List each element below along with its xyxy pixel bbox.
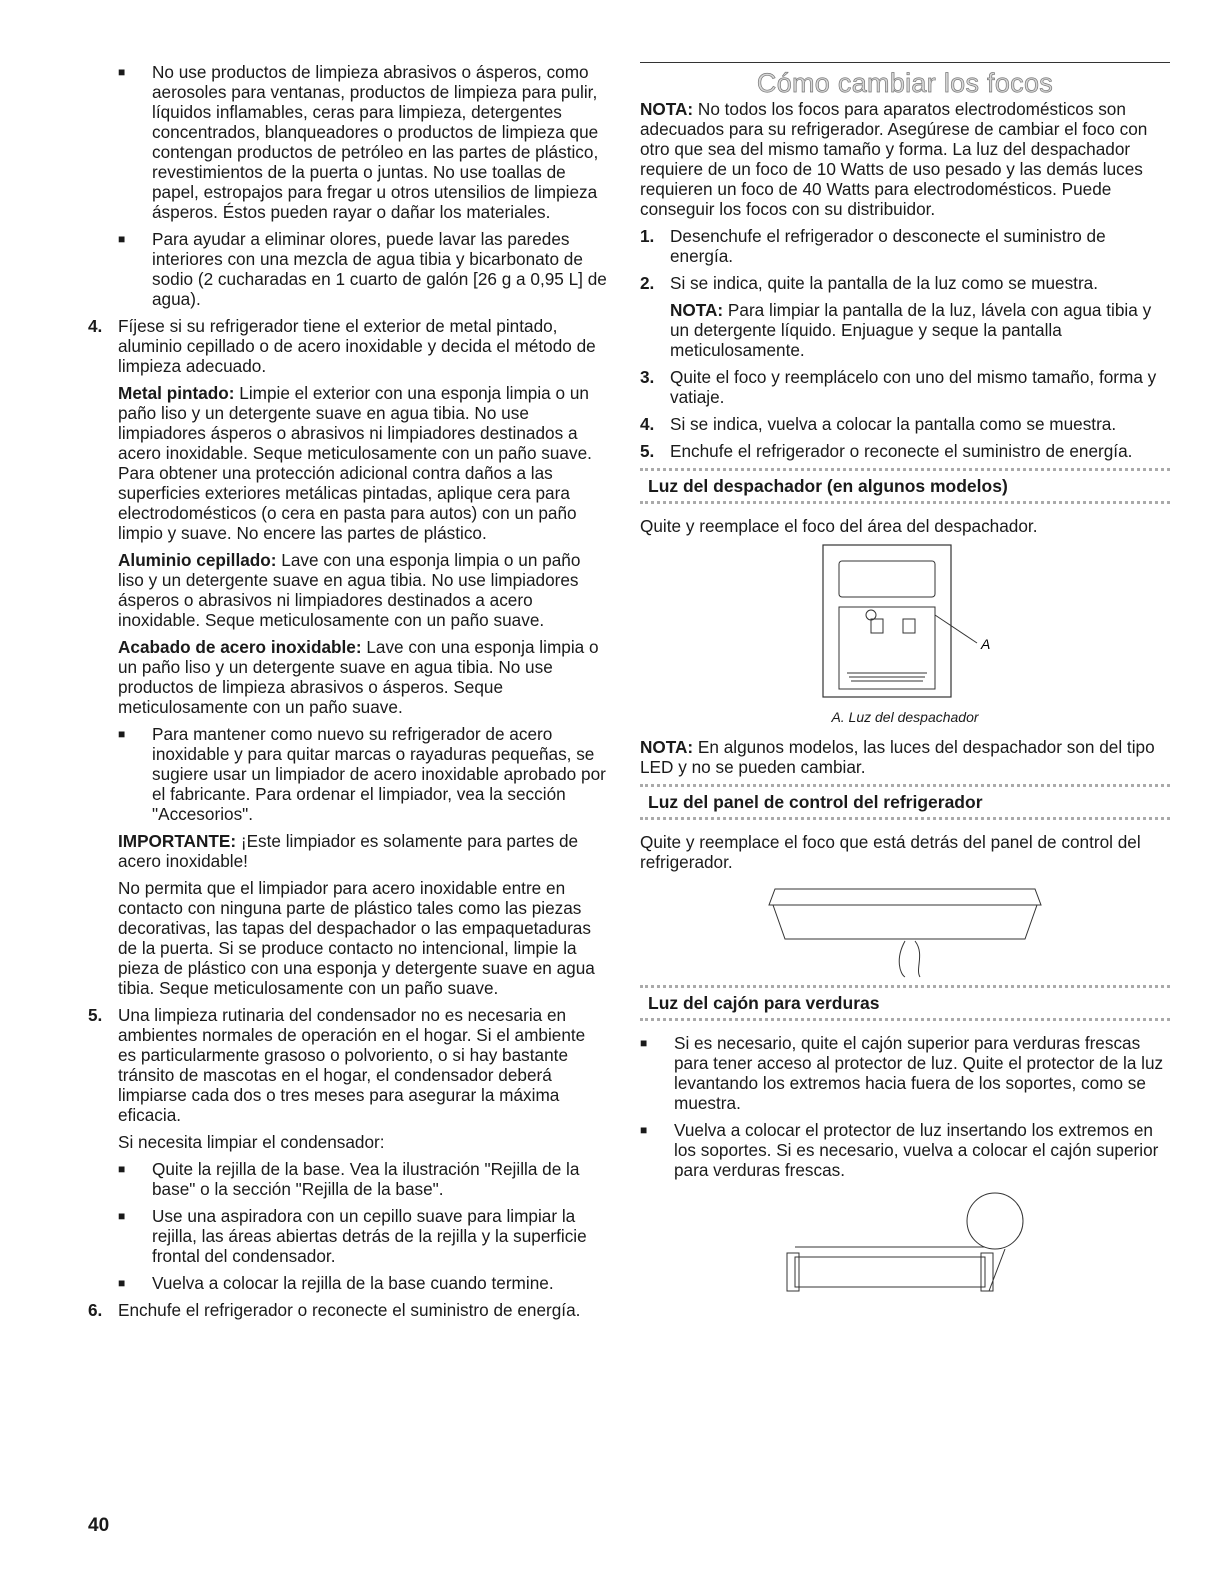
bullet-item: ■ Vuelva a colocar la rejilla de la base cuando termine. [118, 1273, 608, 1293]
bullet-item: ■ Vuelva a colocar el protector de luz insertando los extremos en los soportes. Si es necesario, vuelva a colocar el cajón superior para verduras frescas. [640, 1120, 1170, 1180]
paragraph: Si necesita limpiar el condensador: [118, 1132, 385, 1152]
subsection-heading: Luz del despachador (en algunos modelos) [640, 468, 1170, 504]
text: ¡Este limpiador es solamente para partes de acero inoxidable! [118, 831, 579, 871]
step-text: Enchufe el refrigerador o reconecte el suministro de energía. [118, 1300, 581, 1320]
crisper-light-illustration [775, 1187, 1035, 1307]
step-number: 4. [640, 414, 655, 434]
important-paragraph [118, 831, 608, 871]
text: No todos los focos para aparatos electrodomésticos son adecuados para su refrigerador. Asegúrese de cambiar el foco con otro que sea del mismo tamaño y forma. La luz del despachador requiere de un foco de 10 Watts de uso pesado y las demás luces requieren un foco de 40 Watts para electrodomésticos. Puede conseguir los focos con su distribuidor. [640, 99, 1148, 219]
step-number: 2. [640, 273, 655, 293]
step-5 [640, 441, 1170, 461]
step-number: 1. [640, 226, 655, 246]
stainless-paragraph [118, 637, 608, 717]
dispenser-illustration [805, 543, 1005, 703]
step-text: Si se indica, vuelva a colocar la pantalla como se muestra. [670, 414, 1117, 434]
step-6 [88, 1300, 608, 1320]
step-text: Una limpieza rutinaria del condensador no es necesaria en ambientes normales de operación en el hogar. Si el ambiente es particularmente grasoso o polvoriento, o si hay bastante tránsito de mascotas en el hogar, el condensador deberá limpiarse cada dos o tres meses para asegurar la máxima eficacia. [118, 1005, 586, 1125]
bullet-item: ■ Use una aspiradora con un cepillo suave para limpiar la rejilla, las áreas abiertas detrás de la rejilla y la superficie frontal del condensador. [118, 1206, 608, 1266]
left-column [88, 62, 608, 1327]
label: Acabado de acero inoxidable: [118, 637, 362, 657]
label: Metal pintado: [118, 383, 235, 403]
bullet-item: ■ Quite la rejilla de la base. Vea la ilustración "Rejilla de la base" o la sección "Rejilla de la base". [118, 1159, 608, 1199]
paragraph: No permita que el limpiador para acero inoxidable entre en contacto con ninguna parte de plástico tales como las piezas decorativas, las tapas del despachador o las empaquetaduras de la puerta. Si se produce contacto no intencional, limpie la pieza de plástico con una esponja y detergente suave en agua tibia. Seque meticulosamente con un paño suave. [118, 878, 595, 998]
step-number: 5. [640, 441, 655, 461]
step-text: Quite el foco y reemplácelo con uno del mismo tamaño, forma y vatiaje. [670, 367, 1157, 407]
text: Lave con una esponja limpia o un paño liso y un detergente suave en agua tibia. No use limpiadores ásperos o abrasivos ni limpiadores destinados a acero inoxidable. Seque meticulosamente con un paño suave. [118, 550, 581, 630]
note-paragraph [640, 99, 1170, 219]
step-5 [88, 1005, 608, 1293]
step-text: Fíjese si su refrigerador tiene el exterior de metal pintado, aluminio cepillado o de acero inoxidable y decida el método de limpieza adecuado. [118, 316, 596, 376]
brushed-aluminum-paragraph [118, 550, 608, 630]
subsection-heading: Luz del panel de control del refrigerador [640, 784, 1170, 820]
right-column [640, 62, 1170, 1307]
paragraph: Quite y reemplace el foco que está detrás del panel de control del refrigerador. [640, 832, 1141, 872]
note-paragraph [670, 300, 1170, 360]
step-4 [88, 316, 608, 998]
label: NOTA: [670, 300, 724, 320]
step-number: 6. [88, 1300, 103, 1320]
step-number: 5. [88, 1005, 103, 1025]
step-text: Si se indica, quite la pantalla de la luz como se muestra. [670, 273, 1099, 293]
section-rule [640, 62, 1170, 63]
step-2 [640, 273, 1170, 360]
text: Para limpiar la pantalla de la luz, lávela con agua tibia y un detergente líquido. Enjuague y seque la pantalla meticulosamente. [670, 300, 1152, 360]
section-title: Cómo cambiar los focos [756, 68, 1054, 98]
label: IMPORTANTE: [118, 831, 237, 851]
step-number: 4. [88, 316, 103, 336]
bullet-item: ■ No use productos de limpieza abrasivos o ásperos, como aerosoles para ventanas, productos de limpieza para pulir, líquidos inflamables, ceras para limpieza, detergentes concentrados, blanqueadores o productos de limpieza que contengan productos de petróleo en las partes de plástico, revestimientos de la puerta o juntas. No use toallas de papel, estropajos para fregar u otros utensilios de limpieza ásperos. Éstos pueden rayar o dañar los materiales. [118, 62, 608, 222]
text: En algunos modelos, las luces del despachador son del tipo LED y no se pueden cambiar. [640, 737, 1155, 777]
bullet-item: ■ Para mantener como nuevo su refrigerador de acero inoxidable y para quitar marcas o rayaduras pequeñas, se sugiere usar un limpiador de acero inoxidable aprobado por el fabricante. Para ordenar el limpiador, vea la sección "Accesorios". [118, 724, 608, 824]
label: Aluminio cepillado: [118, 550, 277, 570]
figure-caption: A. Luz del despachador [831, 709, 979, 725]
bullet-item: ■ Si es necesario, quite el cajón superior para verduras frescas para tener acceso al protector de luz. Quite el protector de la luz levantando los extremos hacia fuera de los soportes, como se muestra. [640, 1033, 1170, 1113]
subsection-heading: Luz del cajón para verduras [640, 985, 1170, 1021]
page-number: 40 [88, 1515, 110, 1536]
text: Lave con una esponja limpia o un paño liso y un detergente suave en agua tibia. No use productos de limpieza abrasivos o ásperos. Seque meticulosamente con un paño suave. [118, 637, 599, 717]
control-panel-illustration [755, 879, 1055, 979]
label: NOTA: [640, 737, 694, 757]
step-text: Enchufe el refrigerador o reconecte el suministro de energía. [670, 441, 1133, 461]
step-1 [640, 226, 1170, 266]
text: Limpie el exterior con una esponja limpia o un paño liso y un detergente suave en agua tibia. No use limpiadores ásperos o abrasivos ni limpiadores destinados a acero inoxidable. Seque meticulosamente con un paño suave. Para obtener una protección adicional contra daños a las superficies exteriores metálicas pintadas, aplique cera para electrodomésticos (o cera en pasta para autos) con un paño limpio y suave. No encere las partes de plástico. [118, 383, 592, 543]
paragraph: Quite y reemplace el foco del área del despachador. [640, 516, 1038, 536]
step-4 [640, 414, 1170, 434]
note-paragraph [640, 737, 1170, 777]
step-number: 3. [640, 367, 655, 387]
painted-metal-paragraph [118, 383, 608, 543]
step-3 [640, 367, 1170, 407]
bullet-item: ■ Para ayudar a eliminar olores, puede lavar las paredes interiores con una mezcla de agua tibia y bicarbonato de sodio (2 cucharadas en 1 cuarto de galón [26 g a 0,95 L] de agua). [118, 229, 608, 309]
label: NOTA: [640, 99, 694, 119]
figure-label: A [981, 636, 991, 652]
step-text: Desenchufe el refrigerador o desconecte el suministro de energía. [670, 226, 1106, 266]
